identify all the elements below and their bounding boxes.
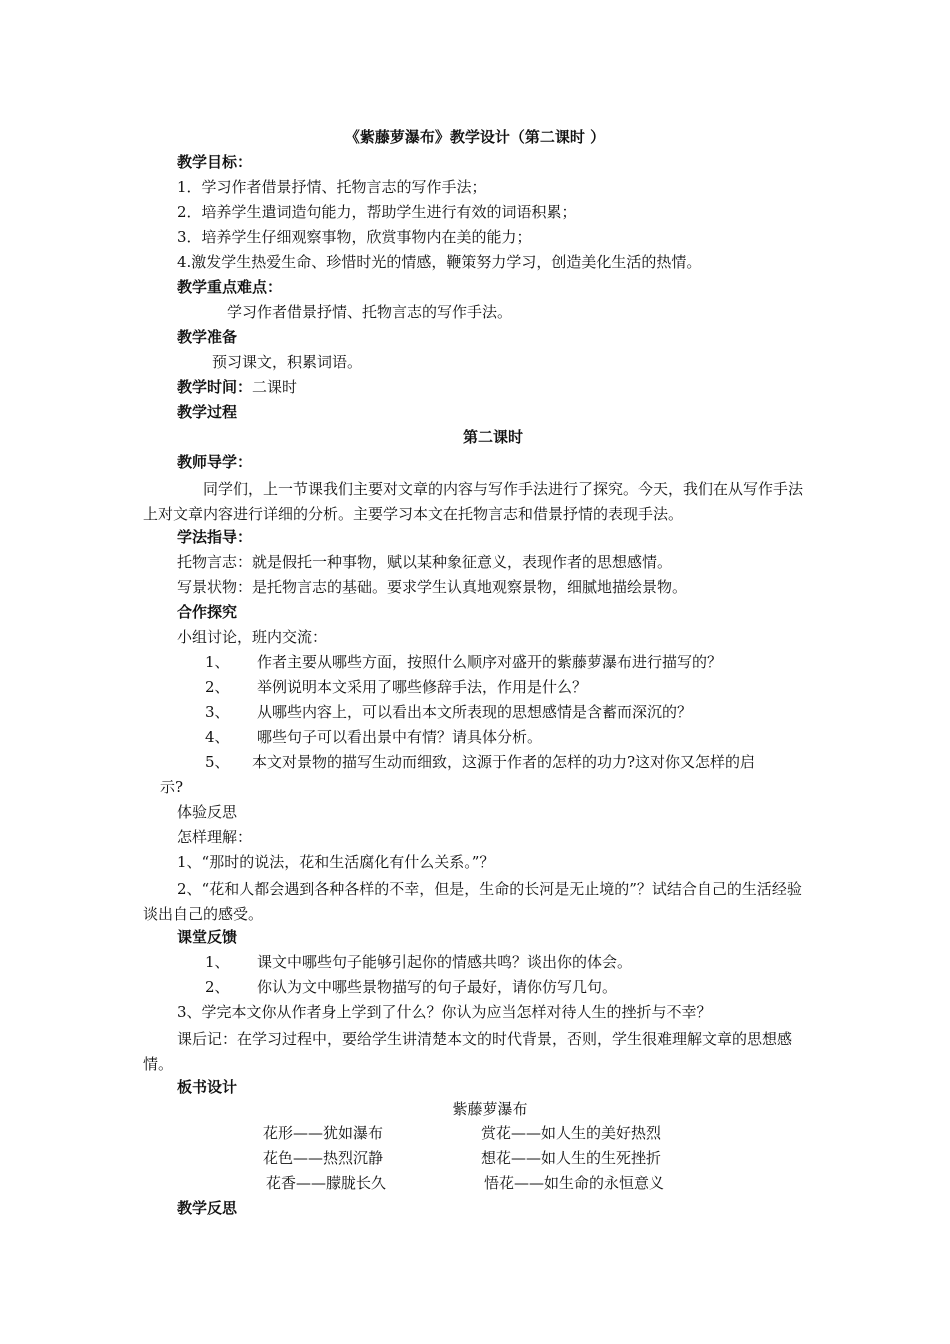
process-heading: 教学过程 bbox=[177, 403, 238, 421]
feedback-heading: 课堂反馈 bbox=[177, 928, 238, 946]
key-points-heading: 教学重点难点： bbox=[177, 278, 283, 296]
after-class-note: 课后记：在学习过程中，要给学生讲清楚本文的时代背景，否则，学生很难理解文章的思想感情。 bbox=[143, 1030, 793, 1073]
final-reflection-heading: 教学反思 bbox=[177, 1199, 238, 1217]
objectives-heading: 教学目标： bbox=[177, 153, 253, 171]
board-right-item: 想花——如人生的生死挫折 bbox=[481, 1149, 662, 1167]
key-points-text: 学习作者借景抒情、托物言志的写作手法。 bbox=[227, 303, 513, 321]
explore-item-num: 1、 bbox=[205, 653, 230, 671]
board-right-item: 悟花——如生命的永恒意义 bbox=[484, 1174, 665, 1192]
explore-item-num: 3、 bbox=[205, 703, 230, 721]
feedback-item-num: 1、 bbox=[205, 953, 230, 971]
board-left-item: 花形——犹如瀑布 bbox=[263, 1124, 384, 1142]
explore-item-text: 哪些句子可以看出景中有情？请具体分析。 bbox=[257, 728, 543, 746]
explore-item-text: 作者主要从哪些方面，按照什么顺序对盛开的紫藤萝瀑布进行描写的？ bbox=[257, 653, 723, 671]
time-value: 二课时 bbox=[252, 378, 298, 396]
method-item: 写景状物：是托物言志的基础。要求学生认真地观察景物，细腻地描绘景物。 bbox=[177, 578, 688, 596]
board-left-item: 花色——热烈沉静 bbox=[263, 1149, 384, 1167]
board-right-item: 赏花——如人生的美好热烈 bbox=[481, 1124, 662, 1142]
method-item: 托物言志：就是假托一种事物，赋以某种象征意义，表现作者的思想感情。 bbox=[177, 553, 673, 571]
objective-item: 3．培养学生仔细观察事物，欣赏事物内在美的能力； bbox=[177, 228, 532, 246]
explore-item-text: 举例说明本文采用了哪些修辞手法，作用是什么？ bbox=[257, 678, 588, 696]
page-title: 《紫藤萝瀑布》教学设计（第二课时 ） bbox=[344, 128, 606, 146]
reflect-question: 1、“那时的说法，花和生活腐化有什么关系。”？ bbox=[177, 853, 495, 871]
reflect-question: 2、“花和人都会遇到各种各样的不幸，但是，生命的长河是无止境的”？试结合自己的生活经验谈出自己的感受。 bbox=[143, 880, 802, 923]
explore-item-continued: 示? bbox=[160, 778, 184, 796]
objective-item: 2．培养学生遣词造句能力，帮助学生进行有效的词语积累； bbox=[177, 203, 577, 221]
board-title: 紫藤萝瀑布 bbox=[452, 1100, 528, 1118]
feedback-item-text: 课文中哪些句子能够引起你的情感共鸣？谈出你的体会。 bbox=[257, 953, 633, 971]
preparation-heading: 教学准备 bbox=[177, 328, 238, 346]
explore-item-num: 2、 bbox=[205, 678, 230, 696]
objective-item: 1．学习作者借景抒情、托物言志的写作手法； bbox=[177, 178, 487, 196]
feedback-item-num: 2、 bbox=[205, 978, 230, 996]
explore-heading: 合作探究 bbox=[177, 603, 238, 621]
preparation-text: 预习课文，积累词语。 bbox=[212, 353, 363, 371]
time-heading: 教学时间： bbox=[177, 378, 253, 396]
explore-item-text: 本文对景物的描写生动而细致，这源于作者的怎样的功力?这对你又怎样的启 bbox=[252, 753, 756, 771]
method-heading: 学法指导： bbox=[177, 528, 253, 546]
explore-intro: 小组讨论，班内交流： bbox=[177, 628, 328, 646]
feedback-question: 3、学完本文你从作者身上学到了什么？你认为应当怎样对待人生的挫折与不幸？ bbox=[177, 1003, 712, 1021]
board-left-item: 花香——朦胧长久 bbox=[266, 1174, 387, 1192]
objective-item: 4.激发学生热爱生命、珍惜时光的情感，鞭策努力学习，创造美化生活的热情。 bbox=[177, 253, 702, 271]
reflect-heading: 体验反思 bbox=[177, 803, 238, 821]
guide-heading: 教师导学： bbox=[177, 453, 253, 471]
explore-item-num: 5、 bbox=[205, 753, 230, 771]
guide-paragraph: 同学们，上一节课我们主要对文章的内容与写作手法进行了探究。今天，我们在从写作手法上对文章内容进行详细的分析。主要学习本文在托物言志和借景抒情的表现手法。 bbox=[143, 480, 804, 523]
reflect-sub: 怎样理解： bbox=[177, 828, 253, 846]
feedback-item-text: 你认为文中哪些景物描写的句子最好，请你仿写几句。 bbox=[257, 978, 618, 996]
board-heading: 板书设计 bbox=[177, 1078, 238, 1096]
explore-item-num: 4、 bbox=[205, 728, 230, 746]
explore-item-text: 从哪些内容上，可以看出本文所表现的思想感情是含蓄而深沉的？ bbox=[257, 703, 693, 721]
lesson-heading: 第二课时 bbox=[462, 428, 523, 446]
time-row bbox=[177, 377, 297, 397]
